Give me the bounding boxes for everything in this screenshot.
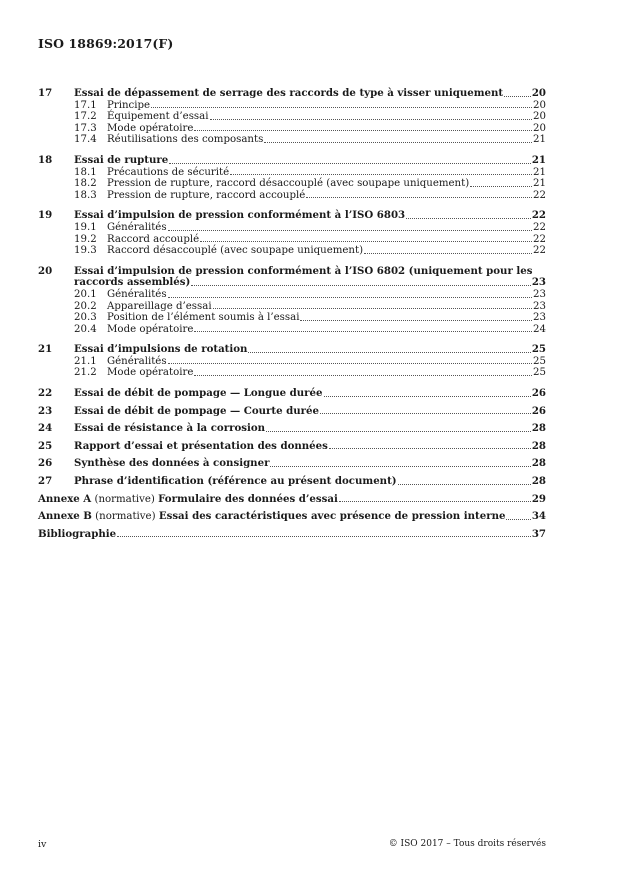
toc-number: 21.1 (74, 355, 97, 367)
toc-title: Essai de débit de pompage — Courte durée (74, 404, 319, 417)
dot-leader (470, 186, 532, 187)
toc-entry-25[interactable] (38, 441, 546, 453)
toc-page: 22 (533, 233, 546, 245)
toc-page: 29 (531, 492, 546, 505)
toc-number: 24 (38, 422, 53, 435)
toc-number: 17.4 (74, 134, 97, 146)
toc-title-line1: Essai d’impulsion de pression conformément à l’ISO 6802 (uniquement pour les (74, 264, 533, 277)
toc-page: 23 (531, 276, 546, 289)
dot-leader (320, 413, 531, 414)
dot-leader (169, 163, 531, 164)
toc-number: 19.3 (74, 245, 97, 257)
toc-number: 17.2 (74, 111, 97, 123)
toc-entry-27[interactable] (38, 476, 546, 488)
toc-title: Position de l’élément soumis à l’essai (107, 312, 300, 324)
dot-leader (504, 96, 531, 97)
toc-entry-17-3[interactable] (38, 123, 546, 135)
toc-number: 19 (38, 209, 53, 222)
toc-title: Généralités (107, 355, 167, 367)
toc-title: Généralités (107, 288, 167, 300)
toc-entry-19-1[interactable] (38, 222, 546, 234)
toc-number: 20 (38, 264, 53, 277)
dot-leader (194, 375, 532, 376)
dot-leader (117, 536, 531, 537)
annex-label: Annexe B (38, 510, 92, 523)
toc-title: Essai de résistance à la corrosion (74, 422, 266, 435)
toc-title: Pression de rupture, raccord désaccouplé (avec soupape uniquement) (107, 178, 470, 190)
toc-title: Essai d’impulsions de rotation (74, 343, 248, 356)
toc-page: 25 (531, 343, 546, 356)
toc-number: 20.2 (74, 300, 97, 312)
toc-title: Précautions de sécurité (107, 166, 230, 178)
toc-entry-18-3[interactable] (38, 190, 546, 202)
toc-number: 21 (38, 343, 53, 356)
toc-entry-23[interactable] (38, 406, 546, 418)
toc-entry-20-4[interactable] (38, 324, 546, 336)
dot-leader (168, 230, 532, 231)
dot-leader (364, 253, 532, 254)
toc-number: 18.3 (74, 189, 97, 201)
toc-entry-17-4[interactable] (38, 134, 546, 146)
toc-entry-20-2[interactable] (38, 301, 546, 313)
toc-title: Mode opératoire (107, 367, 194, 379)
annex-title: Formulaire des données d’essai (158, 492, 338, 505)
toc-title: Pression de rupture, raccord accouplé (107, 189, 306, 201)
toc-entry-19[interactable] (38, 210, 546, 222)
toc-title: Raccord désaccouplé (avec soupape uniquement) (107, 245, 364, 257)
toc-title (38, 494, 338, 506)
toc-entry-19-3[interactable] (38, 245, 546, 257)
toc-entry-annex-b[interactable] (38, 511, 546, 523)
toc-title: Généralités (107, 221, 167, 233)
toc-number: 19.1 (74, 221, 97, 233)
toc-title: Rapport d’essai et présentation des données (74, 439, 328, 452)
toc-page: 22 (533, 245, 546, 257)
toc-title: Appareillage d’essai (107, 300, 212, 312)
dot-leader (191, 285, 531, 286)
toc-page: 21 (533, 166, 546, 178)
toc-number: 17.3 (74, 122, 97, 134)
dot-leader (266, 431, 531, 432)
dot-leader (339, 501, 531, 502)
toc-page: 21 (533, 134, 546, 146)
dot-leader (248, 352, 530, 353)
annex-label: Annexe A (38, 492, 92, 505)
toc-number: 27 (38, 475, 53, 488)
toc-page: 22 (533, 189, 546, 201)
annex-normative: (normative) (94, 493, 155, 505)
toc-entry-17-1[interactable] (38, 100, 546, 112)
dot-leader (213, 308, 532, 309)
toc-entry-21[interactable] (38, 344, 546, 356)
toc-title-line2: raccords assemblés) (74, 276, 191, 289)
toc-title: Essai d’impulsion de pression conformément à l’ISO 6803 (74, 209, 406, 222)
toc-title: Équipement d’essai (107, 111, 209, 123)
dot-leader (210, 119, 533, 120)
toc-page: 20 (533, 111, 546, 123)
dot-leader (300, 320, 532, 321)
copyright-notice: © ISO 2017 – Tous droits réservés (388, 839, 546, 849)
toc-page: 25 (533, 367, 546, 379)
toc-entry-18[interactable] (38, 155, 546, 167)
toc-page: 26 (531, 387, 546, 400)
toc-number: 21.2 (74, 367, 97, 379)
toc-number: 26 (38, 457, 53, 470)
toc-page: 23 (533, 300, 546, 312)
dot-leader (194, 130, 532, 131)
toc-page: 26 (531, 404, 546, 417)
toc-page: 22 (533, 221, 546, 233)
toc-page: 25 (533, 355, 546, 367)
document-header: ISO 18869:2017(F) (38, 36, 174, 51)
dot-leader (230, 174, 532, 175)
toc-title: Réutilisations des composants (107, 134, 264, 146)
toc-entry-17-2[interactable] (38, 111, 546, 123)
toc-number: 18.2 (74, 178, 97, 190)
dot-leader (406, 218, 531, 219)
toc-page: 20 (533, 122, 546, 134)
toc-page: 34 (531, 510, 546, 523)
toc-title: Mode opératoire (107, 122, 194, 134)
dot-leader (329, 448, 531, 449)
toc-entry-annex-a[interactable] (38, 494, 546, 506)
toc-title: Mode opératoire (107, 323, 194, 335)
toc-title: Bibliographie (38, 527, 117, 540)
toc-page: 37 (531, 527, 546, 540)
toc-page: 21 (533, 178, 546, 190)
toc-title: Principe (107, 99, 151, 111)
toc-title: Essai de rupture (74, 153, 169, 166)
toc-page: 24 (533, 323, 546, 335)
toc-entry-24[interactable] (38, 423, 546, 435)
dot-leader (151, 107, 532, 108)
toc-page: 28 (531, 422, 546, 435)
toc-title: Phrase d’identification (référence au présent document) (74, 475, 397, 488)
dot-leader (324, 396, 531, 397)
toc-entry-20[interactable] (38, 277, 546, 289)
dot-leader (200, 241, 532, 242)
dot-leader (194, 331, 532, 332)
toc-number: 18.1 (74, 166, 97, 178)
toc-entry-17[interactable] (38, 88, 546, 100)
page-number: iv (38, 839, 47, 850)
toc-number: 18 (38, 153, 53, 166)
toc-title (38, 511, 505, 523)
dot-leader (506, 519, 530, 520)
toc-entry-20-1[interactable] (38, 289, 546, 301)
annex-normative: (normative) (95, 511, 156, 523)
dot-leader (168, 297, 532, 298)
toc-number: 22 (38, 387, 53, 400)
toc-number: 20.4 (74, 323, 97, 335)
toc-page: 20 (533, 99, 546, 111)
toc-title: Synthèse des données à consigner (74, 457, 270, 470)
toc-page: 28 (531, 475, 546, 488)
toc-entry-19-2[interactable] (38, 234, 546, 246)
table-of-contents (38, 88, 546, 540)
toc-page: 22 (531, 209, 546, 222)
dot-leader (270, 466, 530, 467)
toc-number: 17.1 (74, 99, 97, 111)
toc-page: 23 (533, 312, 546, 324)
toc-entry-18-1[interactable] (38, 167, 546, 179)
toc-entry-26[interactable] (38, 458, 546, 470)
toc-page: 28 (531, 457, 546, 470)
toc-page: 20 (531, 87, 546, 99)
toc-page: 23 (533, 288, 546, 300)
toc-page: 28 (531, 439, 546, 452)
toc-entry-bibliography[interactable] (38, 529, 546, 541)
dot-leader (398, 484, 531, 485)
dot-leader (264, 142, 532, 143)
toc-number: 20.3 (74, 312, 97, 324)
toc-entry-18-2[interactable] (38, 178, 546, 190)
toc-entry-20-3[interactable] (38, 312, 546, 324)
toc-title: Essai de débit de pompage — Longue durée (74, 387, 323, 400)
toc-entry-21-1[interactable] (38, 356, 546, 368)
toc-number: 19.2 (74, 233, 97, 245)
dot-leader (168, 363, 532, 364)
toc-entry-21-2[interactable] (38, 367, 546, 379)
toc-title: Essai de dépassement de serrage des raccords de type à visser uniquement (74, 87, 504, 99)
toc-number: 23 (38, 404, 53, 417)
toc-number: 20.1 (74, 288, 97, 300)
toc-entry-22[interactable] (38, 388, 546, 400)
dot-leader (306, 197, 532, 198)
annex-title: Essai des caractéristiques avec présence de pression interne (158, 510, 506, 523)
toc-title: Raccord accouplé (107, 233, 200, 245)
toc-number: 17 (38, 87, 53, 99)
toc-number: 25 (38, 439, 53, 452)
toc-page: 21 (531, 153, 546, 166)
